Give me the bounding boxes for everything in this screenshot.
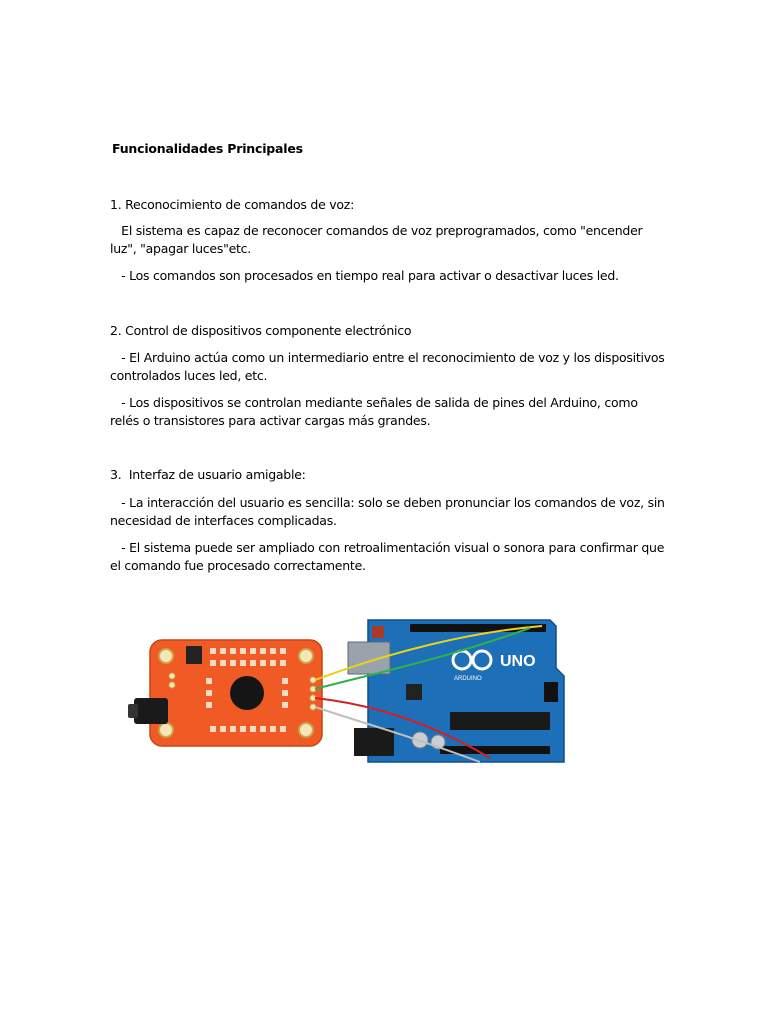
hardware-photo [110, 612, 670, 772]
paragraph-2-heading: 2. Control de dispositivos componente electrónico [110, 323, 412, 338]
voice-module-board [128, 640, 322, 746]
paragraph-1-bullet: - Los comandos son procesados en tiempo real para activar o desactivar luces led. [110, 268, 619, 283]
paragraph-1-heading: 1. Reconocimiento de comandos de voz: [110, 197, 355, 212]
paragraph-1-body: El sistema es capaz de reconocer comandos de voz preprogramados, como "encender luz", "apagar luces"etc. [110, 223, 647, 256]
board-brand: ARDUINO [454, 676, 482, 682]
paragraph-3-bullet-2: - El sistema puede ser ampliado con retroalimentación visual o sonora para confirmar que el comando fue procesado correctamente. [110, 540, 668, 573]
arduino-uno-board [348, 620, 564, 762]
section-title: Funcionalidades Principales [112, 141, 303, 156]
paragraph-3-bullet-1: - La interacción del usuario es sencilla: solo se deben pronunciar los comandos de voz, sin necesidad de interfaces complicadas. [110, 495, 669, 528]
board-label: UNO [500, 653, 536, 670]
paragraph-2-bullet-1: - El Arduino actúa como un intermediario entre el reconocimiento de voz y los dispositivos controlados luces led, etc. [110, 350, 669, 383]
paragraph-3-heading: 3. Interfaz de usuario amigable: [110, 467, 306, 482]
paragraph-2-bullet-2: - Los dispositivos se controlan mediante señales de salida de pines del Arduino, como relés o transistores para activar cargas más grandes. [110, 395, 642, 428]
